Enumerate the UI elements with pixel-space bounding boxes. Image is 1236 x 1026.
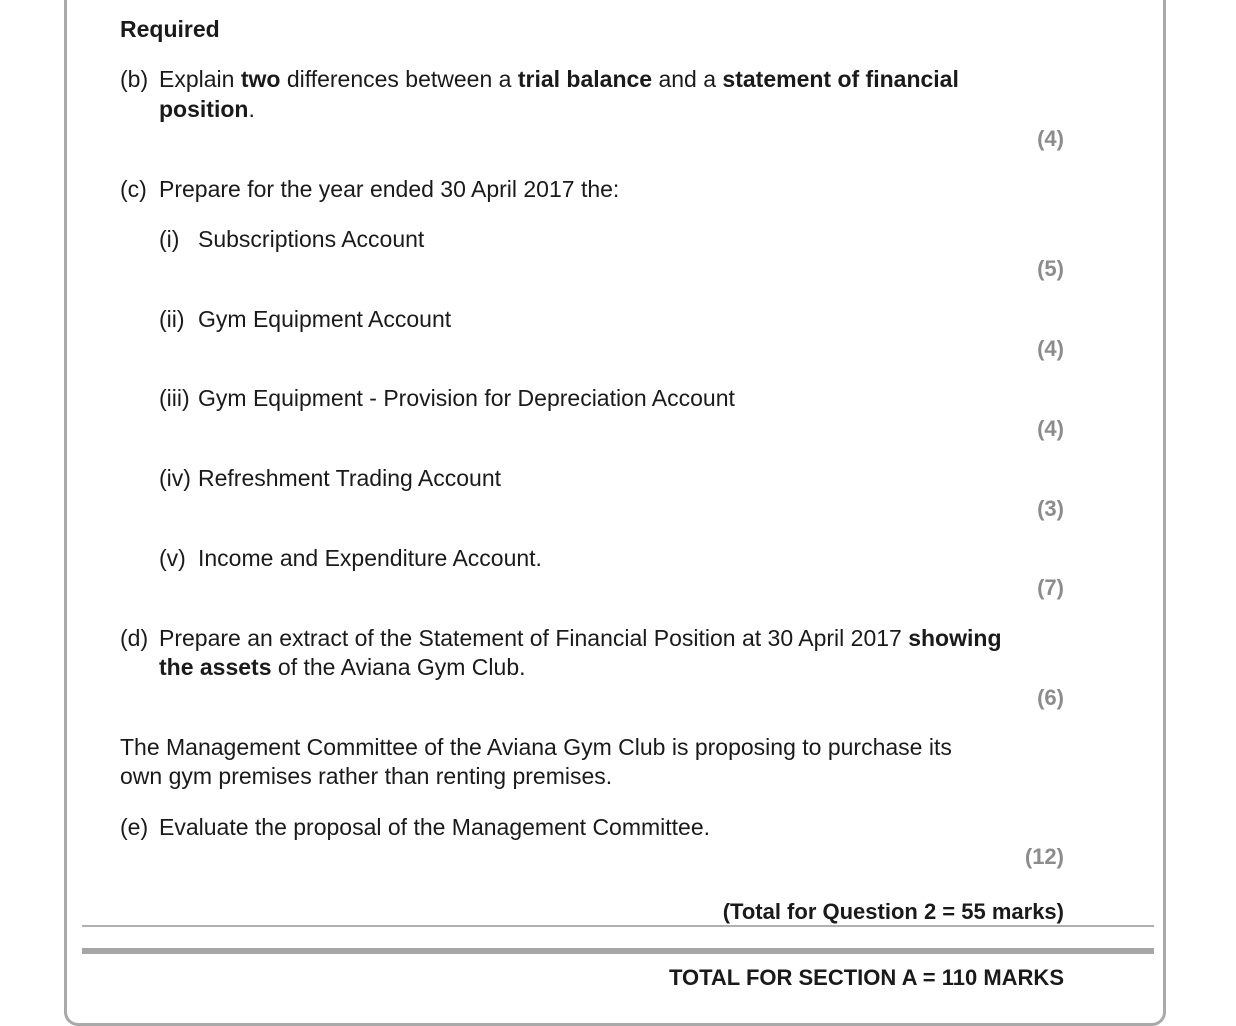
part-e-marks: (12): [1024, 844, 1064, 869]
context-line1: The Management Committee of the Aviana Gym Club is proposing to purchase its: [120, 734, 952, 760]
part-b-line1: Explain two differences between a trial balance and a statement of financial: [159, 66, 959, 92]
part-c-item-marks: (5): [1037, 256, 1064, 281]
part-c-item-label: (iv): [159, 465, 191, 491]
part-c-item-text: Gym Equipment - Provision for Depreciation Account: [198, 385, 735, 411]
part-b-line2: position.: [159, 96, 255, 122]
part-c-item-label: (ii): [159, 306, 185, 332]
question-total: (Total for Question 2 = 55 marks): [722, 899, 1064, 924]
part-d-line2: the assets of the Aviana Gym Club.: [159, 654, 526, 680]
part-d-marks: (6): [1037, 685, 1064, 710]
part-d-line1: Prepare an extract of the Statement of Financial Position at 30 April 2017 showing: [159, 625, 1002, 651]
part-c-label: (c): [120, 176, 147, 202]
part-c-item-label: (iii): [159, 385, 190, 411]
divider-thin: [82, 925, 1154, 927]
part-c-item-marks: (4): [1037, 336, 1064, 361]
part-c-item-text: Subscriptions Account: [198, 226, 425, 252]
part-e-text: Evaluate the proposal of the Management Committee.: [159, 814, 711, 840]
part-c-item-text: Refreshment Trading Account: [198, 465, 501, 491]
part-c-item-text: Gym Equipment Account: [198, 306, 452, 332]
part-c-item-text: Income and Expenditure Account.: [198, 545, 542, 571]
divider-thick: [82, 948, 1154, 954]
part-e-label: (e): [120, 814, 149, 840]
required-heading: Required: [120, 16, 220, 42]
part-c-item-label: (i): [159, 226, 180, 252]
part-c-text: Prepare for the year ended 30 April 2017 the:: [159, 176, 620, 202]
part-c-item-label: (v): [159, 545, 186, 571]
part-b-marks: (4): [1037, 126, 1064, 151]
part-c-item-marks: (7): [1037, 575, 1064, 600]
part-d-label: (d): [120, 625, 149, 651]
part-b-label: (b): [120, 66, 149, 92]
part-c-item-marks: (4): [1037, 416, 1064, 441]
part-c-item-marks: (3): [1037, 496, 1064, 521]
context-line2: own gym premises rather than renting premises.: [120, 763, 613, 789]
section-total: TOTAL FOR SECTION A = 110 MARKS: [668, 965, 1064, 990]
